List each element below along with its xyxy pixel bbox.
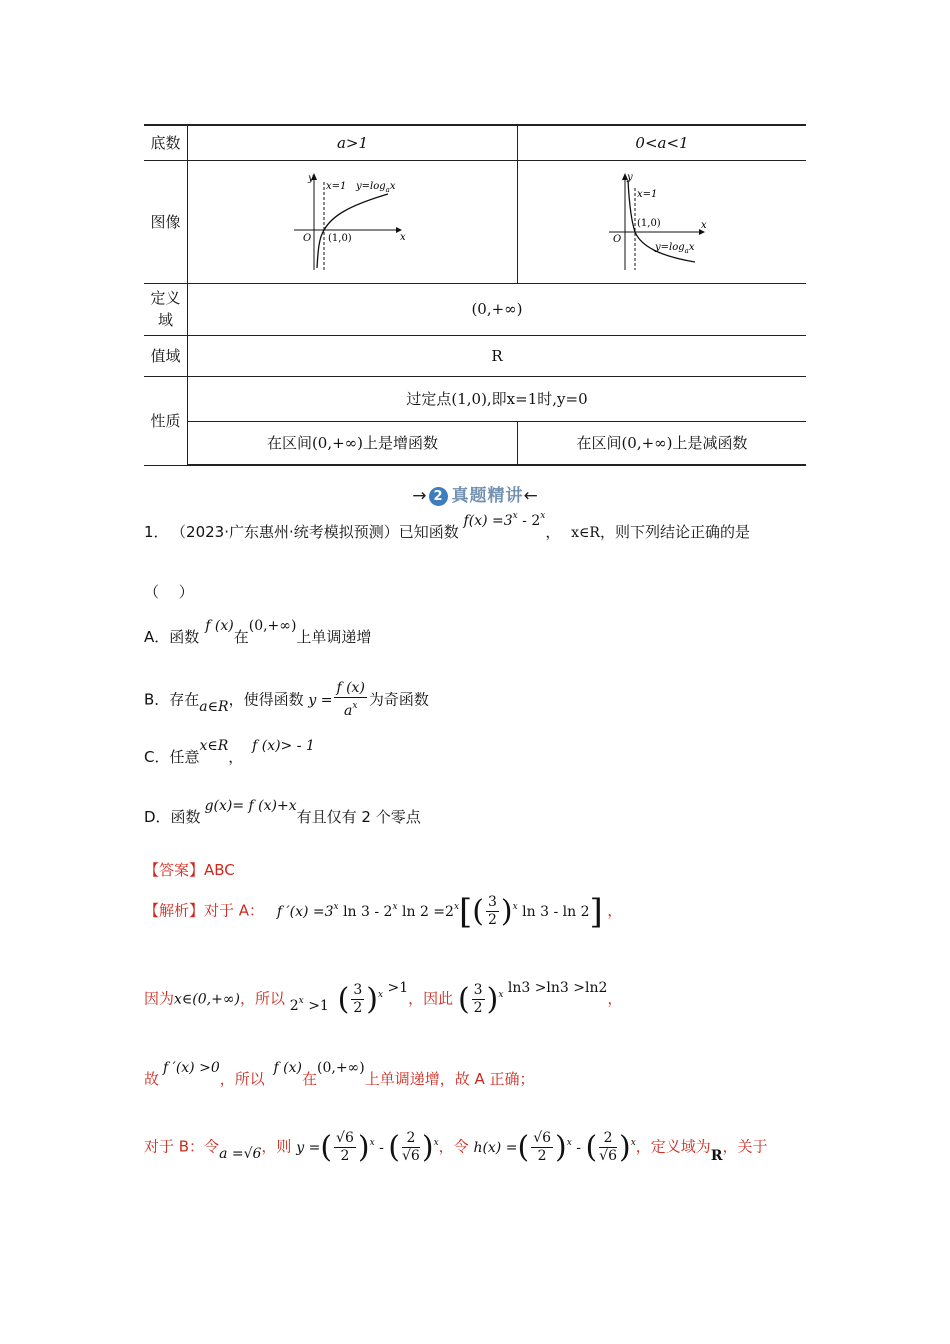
table-row-range: [144, 335, 806, 376]
x-axis-label: x: [701, 219, 707, 231]
log-curve-increasing: [317, 194, 388, 268]
column-header-a-gt-1: a>1: [188, 125, 518, 160]
table-row-property-monotonic: [144, 421, 806, 465]
b-h-expression: h(x) =( $\frac{√6}{2}$ )$^x$ - ( $\frac{2}{√6}$ )$^x$: [473, 1129, 636, 1165]
increasing-text: 在区间(0,+∞)上是增函数: [188, 421, 518, 465]
y-axis-label: y: [627, 171, 633, 183]
origin-label: O: [613, 233, 622, 245]
option-d: D．函数g(x)= f (x)+x有且仅有 2 个零点: [144, 798, 421, 826]
table-row-graph: [144, 160, 806, 283]
range-value: R: [188, 335, 807, 376]
curve-label: $y=\log_ax$: [355, 180, 395, 194]
log-graph-decreasing: [607, 170, 717, 274]
question-tail: ，则下列结论正确的是: [599, 523, 750, 541]
table-row-domain: [144, 283, 806, 335]
vline-label: x=1: [325, 180, 346, 192]
question-domain: x∈R: [571, 525, 600, 541]
analysis-tag: 【解析】: [144, 901, 205, 920]
table-row-base: [144, 125, 806, 160]
domain-value: (0,+∞): [188, 283, 807, 335]
row-label-base: 底数: [144, 125, 188, 160]
point-label: (1,0): [637, 217, 661, 229]
question-source: （2023·广东惠州·统考模拟预测）已知函数: [178, 523, 459, 541]
analysis-line-2: 因为x∈(0,+∞)，所以 $2^x >1$ ( $\frac{3}{2}$ )$^x$ >1，因此 ( $\frac{3}{2}$ )$^x$ ln3 >ln3 >ln2，: [144, 979, 623, 1017]
section-number-badge: 2: [429, 487, 448, 506]
vline-label: x=1: [637, 188, 658, 200]
decreasing-text: 在区间(0,+∞)上是减函数: [518, 421, 807, 465]
origin-label: O: [302, 232, 311, 244]
curve-label: $y=\log_ax$: [655, 241, 695, 255]
answer-value: ABC: [204, 861, 235, 879]
graph-cell-increasing: [188, 160, 518, 283]
row-label-range: 值域: [144, 335, 188, 376]
analysis-line-b: 对于 B：令a =√6，则 y =( $\frac{√6}{2}$ )$^x$ - ( $\frac{2}{√6}$ )$^x$，令 h(x) =( $\frac{√6}{2}$ )$^x$ - ( $\frac{2}{√6}$ )$^x$，定义域为R，关于: [144, 1129, 768, 1165]
fixed-point-text: 过定点(1,0),即x=1时,y=0: [188, 376, 807, 421]
graph-cell-decreasing: [518, 160, 807, 283]
y-axis-label: y: [307, 172, 314, 184]
question-stem: 1． （2023·广东惠州·统考模拟预测）已知函数 $f(x) =3^x - 2^x$， x∈R，则下列结论正确的是: [144, 511, 750, 541]
question-paren: （ ）: [144, 583, 194, 601]
table-row-property-fixed: [144, 376, 806, 421]
point-label: (1,0): [327, 232, 352, 244]
question-function: $f(x) =3^x - 2^x$: [463, 511, 546, 529]
answer-tag: 【答案】: [144, 861, 205, 879]
derivative-formula: f $'(x) =3^x$ ln 3 - 2$^x$ $\ln 2 =2^x$[( $\frac{3}{2}$ )$^x$ ln 3 - ln 2]: [276, 891, 603, 932]
banner-arrow-right: ←: [523, 486, 538, 506]
option-b: B．存在a∈R，使得函数 y = $\frac{f (x)}{a^x}$ 为奇函数: [144, 680, 429, 719]
option-c: C．任意x∈R， f (x)> - 1: [144, 738, 315, 766]
answer-line: [144, 859, 235, 880]
analysis-line-3: 故f ′(x) >0，所以 f (x)在(0,+∞)上单调递增，故 A 正确；: [144, 1060, 535, 1088]
analysis-line-a: 【解析】对于 A： f $'(x) =3^x$ ln 3 - 2$^x$ $\ln 2 =2^x$[( $\frac{3}{2}$ )$^x$ ln 3 - ln 2] ，: [144, 891, 623, 932]
row-label-graph: 图像: [144, 160, 188, 283]
column-header-a-lt-1: 0<a<1: [518, 125, 807, 160]
option-a: A．函数f (x)在(0,+∞)上单调递增: [144, 618, 372, 646]
question-number: 1．: [144, 523, 169, 541]
x-axis-label: x: [399, 231, 406, 243]
b-y-expression: y =( $\frac{√6}{2}$ )$^x$ - ( $\frac{2}{√6}$ )$^x$: [296, 1129, 439, 1165]
row-label-domain: 定义 域: [144, 283, 188, 335]
banner-arrow-left: →: [412, 486, 427, 506]
option-b-fraction: $\frac{f (x)}{a^x}$: [336, 680, 365, 719]
section-title: 真题精讲: [451, 486, 524, 506]
section-banner: [0, 481, 950, 505]
row-label-property: 性质: [144, 376, 188, 465]
log-function-properties-table: [144, 124, 806, 466]
log-graph-increasing: [288, 170, 418, 274]
